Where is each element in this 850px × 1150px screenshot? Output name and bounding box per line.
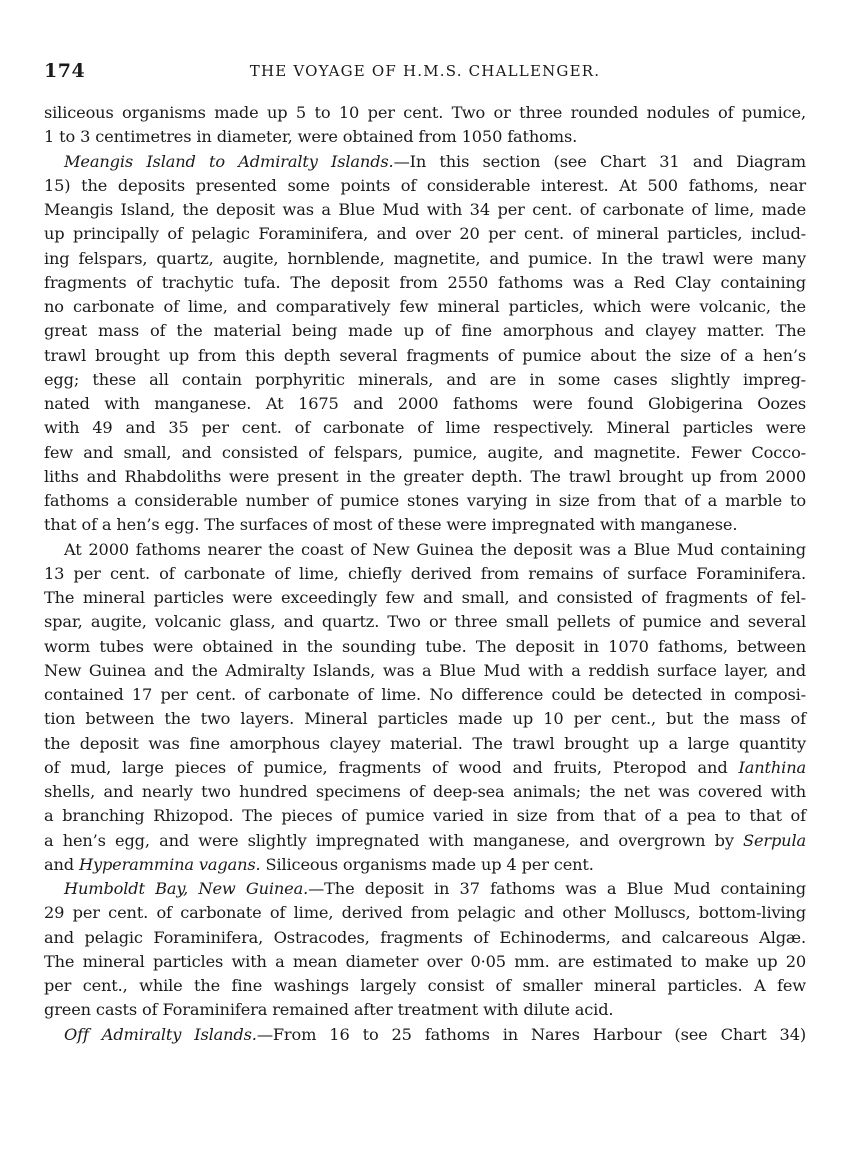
- running-title: THE VOYAGE OF H.M.S. CHALLENGER.: [249, 62, 601, 80]
- text-line: [44, 610, 806, 634]
- text-segment: —From 16 to 25 fathoms in Nares Harbour (see Chart 34): [256, 1024, 807, 1044]
- page-number: 174: [44, 60, 86, 82]
- italic-text: Off Admiralty Islands.: [64, 1024, 257, 1044]
- text-line: [44, 247, 806, 271]
- italic-text: Hyperammina vagans.: [78, 854, 261, 874]
- italic-text: Ianthina: [738, 757, 806, 777]
- text-line: [44, 295, 806, 319]
- text-segment: worm tubes were obtained in the sounding tube. The deposit in 1070 fathoms, between: [44, 636, 806, 656]
- text-line: [44, 635, 806, 659]
- text-segment: trawl brought up from this depth several fragments of pumice about the size of a hen’s: [44, 345, 806, 365]
- text-segment: New Guinea and the Admiralty Islands, was a Blue Mud with a reddish surface layer, and: [44, 660, 806, 680]
- text-line: [44, 125, 806, 149]
- text-segment: 15) the deposits presented some points of considerable interest. At 500 fathoms, near: [44, 175, 806, 195]
- text-line: [44, 756, 806, 780]
- text-line: [44, 974, 806, 998]
- text-line: [44, 465, 806, 489]
- italic-text: Humboldt Bay, New Guinea.: [64, 879, 309, 898]
- text-segment: up principally of pelagic Foraminifera, and over 20 per cent. of mineral particles, includ-: [44, 224, 806, 244]
- text-line: [44, 780, 806, 804]
- text-line: [44, 441, 806, 465]
- text-segment: Meangis Island, the deposit was a Blue Mud with 34 per cent. of carbonate of lime, made: [44, 200, 806, 219]
- text-segment: siliceous organisms made up 5 to 10 per cent. Two or three rounded nodules of pumice,: [44, 103, 806, 122]
- text-line: [44, 489, 806, 513]
- text-line: [44, 1023, 806, 1047]
- text-segment: and pelagic Foraminifera, Ostracodes, fragments of Echinoderms, and calcareous Algæ.: [44, 927, 806, 947]
- text-line: [44, 416, 806, 440]
- text-segment: a hen’s egg, and were slightly impregnated with manganese, and overgrown by: [44, 830, 744, 850]
- text-segment: —The deposit in 37 fathoms was a Blue Mud containing: [308, 879, 806, 898]
- text-segment: 13 per cent. of carbonate of lime, chiefly derived from remains of surface Foraminifera.: [44, 563, 806, 583]
- italic-text: Serpula: [743, 830, 806, 850]
- text-line: [44, 198, 806, 222]
- text-line: [44, 998, 806, 1022]
- text-segment: fathoms a considerable number of pumice stones varying in size from that of a marble to: [44, 491, 806, 510]
- text-line: [44, 586, 806, 610]
- text-line: [44, 538, 806, 562]
- text-segment: 1 to 3 centimetres in diameter, were obtained from 1050 fathoms.: [44, 127, 578, 147]
- text-line: [44, 368, 806, 392]
- text-segment: nated with manganese. At 1675 and 2000 fathoms were found Globigerina Oozes: [44, 394, 806, 413]
- text-line: [44, 222, 806, 246]
- text-line: [44, 101, 806, 125]
- text-segment: spar, augite, volcanic glass, and quartz. Two or three small pellets of pumice and several: [44, 612, 806, 632]
- text-segment: At 2000 fathoms nearer the coast of New Guinea the deposit was a Blue Mud containing: [64, 539, 806, 559]
- text-line: [44, 271, 806, 295]
- text-line: [44, 513, 806, 537]
- text-line: [44, 732, 806, 756]
- text-line: [44, 174, 806, 198]
- text-line: [44, 950, 806, 974]
- text-segment: Siliceous organisms made up 4 per cent.: [260, 854, 594, 874]
- text-line: [44, 150, 806, 174]
- text-segment: that of a hen’s egg. The surfaces of most of these were impregnated with manganese.: [44, 515, 738, 535]
- text-line: [44, 829, 806, 853]
- text-line: [44, 901, 806, 925]
- text-segment: a branching Rhizopod. The pieces of pumice varied in size from that of a pea to that of: [44, 806, 806, 826]
- text-segment: the deposit was fine amorphous clayey material. The trawl brought up a large quantity: [44, 733, 806, 753]
- text-line: [44, 877, 806, 901]
- text-segment: 29 per cent. of carbonate of lime, derived from pelagic and other Molluscs, bottom-living: [44, 903, 806, 923]
- text-line: [44, 344, 806, 368]
- text-line: [44, 659, 806, 683]
- text-segment: per cent., while the fine washings largely consist of smaller mineral particles. A few: [44, 976, 806, 995]
- text-segment: The mineral particles were exceedingly few and small, and consisted of fragments of fel-: [44, 588, 806, 607]
- text-line: [44, 804, 806, 828]
- text-line: [44, 562, 806, 586]
- text-segment: contained 17 per cent. of carbonate of lime. No difference could be detected in composi-: [44, 685, 806, 704]
- text-segment: liths and Rhabdoliths were present in the greater depth. The trawl brought up from 2000: [44, 466, 806, 486]
- text-line: [44, 853, 806, 877]
- text-line: [44, 392, 806, 416]
- text-line: [44, 926, 806, 950]
- text-line: [44, 683, 806, 707]
- text-segment: and: [44, 854, 79, 874]
- text-line: [44, 707, 806, 731]
- text-segment: green casts of Foraminifera remained after treatment with dilute acid.: [44, 1000, 614, 1020]
- text-segment: ing felspars, quartz, augite, hornblende, magnetite, and pumice. In the trawl were many: [44, 248, 806, 268]
- text-segment: tion between the two layers. Mineral particles made up 10 per cent., but the mass of: [44, 709, 806, 729]
- text-segment: The mineral particles with a mean diameter over 0·05 mm. are estimated to make up 20: [44, 951, 806, 971]
- text-segment: —In this section (see Chart 31 and Diagram: [393, 151, 806, 171]
- page-header: [44, 60, 806, 84]
- text-segment: great mass of the material being made up of fine amorphous and clayey matter. The: [44, 321, 806, 341]
- text-segment: no carbonate of lime, and comparatively few mineral particles, which were volcanic, the: [44, 297, 806, 316]
- text-segment: of mud, large pieces of pumice, fragments of wood and fruits, Pteropod and: [44, 757, 739, 777]
- text-line: [44, 319, 806, 343]
- body-text: [44, 101, 806, 1047]
- text-segment: shells, and nearly two hundred specimens of deep-sea animals; the net was covered with: [44, 782, 806, 801]
- italic-text: Meangis Island to Admiralty Islands.: [64, 151, 394, 171]
- text-segment: few and small, and consisted of felspars, pumice, augite, and magnetite. Fewer Cocco-: [44, 442, 806, 462]
- text-segment: egg; these all contain porphyritic minerals, and are in some cases slightly impreg-: [44, 369, 806, 389]
- text-segment: fragments of trachytic tufa. The deposit from 2550 fathoms was a Red Clay containing: [44, 272, 806, 292]
- text-segment: with 49 and 35 per cent. of carbonate of lime respectively. Mineral particles were: [44, 418, 806, 438]
